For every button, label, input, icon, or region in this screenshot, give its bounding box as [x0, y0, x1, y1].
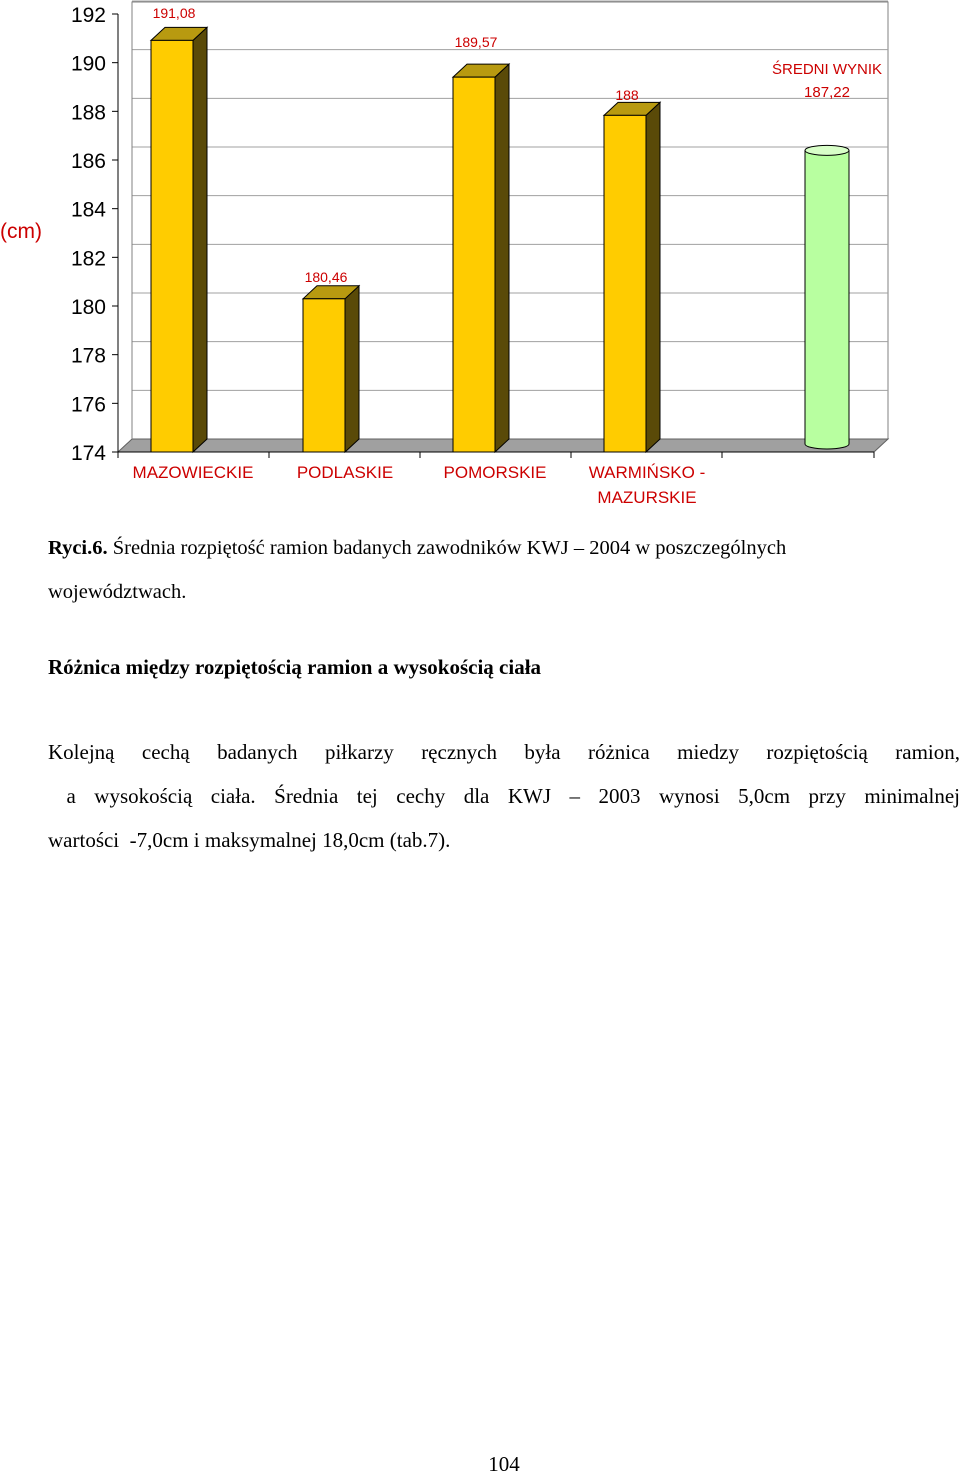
- bar-1: [151, 27, 207, 452]
- bar-chart: [0, 0, 960, 520]
- bar-side: [646, 102, 660, 452]
- page-number: 104: [488, 1452, 520, 1476]
- average-series-name: ŚREDNI WYNIK: [771, 61, 883, 78]
- bar-value-label: 189,57: [454, 34, 498, 50]
- section-heading: Różnica między rozpiętością ramion a wysokością ciała: [48, 655, 542, 679]
- y-tick-label: 178: [70, 344, 106, 368]
- x-label-mazurskie: MAZURSKIE: [597, 488, 697, 507]
- y-tick-label: 182: [70, 247, 106, 271]
- average-value-label: 187,22: [804, 84, 850, 101]
- paragraph-line-1: Kolejną cechą badanych piłkarzy ręcznych była różnica miedzy rozpiętością ramion,: [48, 740, 960, 764]
- y-tick-label: 184: [70, 198, 106, 222]
- bar-value-label: 188: [615, 87, 639, 103]
- bar-3: [453, 64, 509, 452]
- bar-side: [495, 64, 509, 452]
- y-tick-label: 176: [70, 393, 106, 417]
- y-tick-label: 186: [70, 150, 106, 173]
- caption-label: Ryci.6.: [48, 537, 108, 559]
- bar-side: [345, 286, 359, 452]
- x-label-pomorskie: POMORSKIE: [443, 463, 547, 482]
- y-tick-label: 174: [70, 442, 106, 465]
- y-tick-label: 190: [70, 52, 106, 76]
- caption-text: Średnia rozpiętość ramion badanych zawodników KWJ – 2004 w poszczególnych: [112, 537, 787, 559]
- caption-line-1: [48, 526, 960, 570]
- x-label-podlaskie: PODLASKIE: [296, 463, 394, 482]
- bar-front: [151, 40, 193, 452]
- bar-front: [453, 77, 495, 452]
- x-label-mazowieckie: MAZOWIECKIE: [132, 463, 254, 482]
- caption-line-2: województwach.: [48, 581, 187, 603]
- bar-side: [193, 27, 207, 452]
- paragraph-line-2: a wysokością ciała. Średnia tej cechy dla KWJ – 2003 wynosi 5,0cm przy minimalnej: [48, 784, 960, 808]
- paragraph-line-3: wartości -7,0cm i maksymalnej 18,0cm (tab.7).: [48, 828, 451, 852]
- x-label-warminsko: WARMIŃSKO -: [588, 463, 706, 482]
- bar-front: [303, 299, 345, 452]
- body-paragraph: [48, 730, 960, 862]
- bar-front: [604, 115, 646, 452]
- bar-value-label: 180,46: [304, 269, 348, 285]
- y-tick-label: 188: [70, 101, 106, 125]
- figure-caption: [48, 526, 960, 614]
- bar-4: [604, 102, 660, 452]
- bar-value-label: 191,08: [152, 5, 196, 21]
- y-axis-label: (cm): [0, 220, 42, 243]
- average-cylinder-body: [805, 150, 849, 449]
- bar-2: [303, 286, 359, 452]
- y-tick-label: 180: [70, 296, 106, 319]
- y-tick-label: 192: [70, 4, 106, 27]
- average-cylinder: [805, 145, 849, 449]
- average-cylinder-top: [805, 145, 849, 155]
